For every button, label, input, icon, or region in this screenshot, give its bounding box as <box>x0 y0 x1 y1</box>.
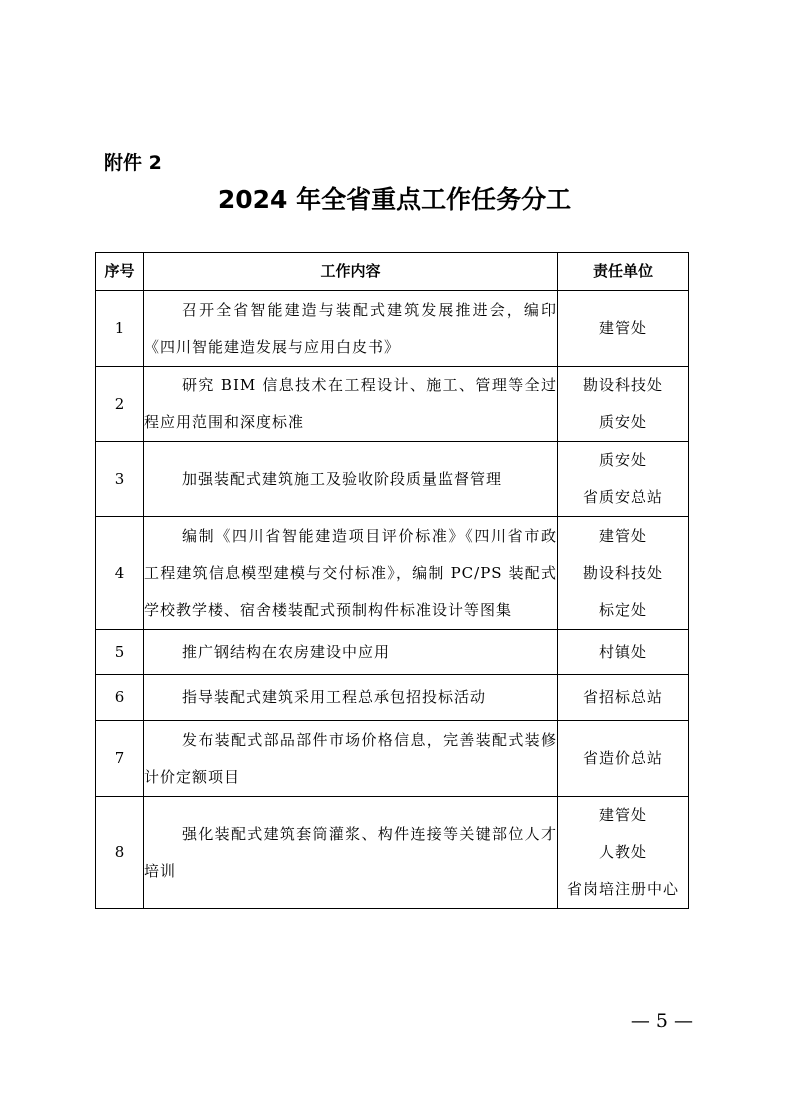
row-content-text: 推广钢结构在农房建设中应用 <box>182 642 391 661</box>
row-no: 4 <box>96 517 144 630</box>
table-row <box>96 517 689 630</box>
row-content <box>144 367 558 442</box>
row-content-text: 强化装配式建筑套筒灌浆、构件连接等关键部位人才培训 <box>144 824 557 880</box>
table-row <box>96 721 689 797</box>
unit-name: 质安处 <box>598 413 647 431</box>
row-content-text: 编制《四川省智能建造项目评价标准》《四川省市政工程建筑信息模型建模与交付标准》，编制 PC/PS 装配式学校教学楼、宿舍楼装配式预制构件标准设计等图集 <box>144 526 557 619</box>
unit-name: 村镇处 <box>598 642 647 661</box>
row-content-text: 召开全省智能建造与装配式建筑发展推进会，编印《四川智能建造发展与应用白皮书》 <box>144 300 557 356</box>
row-content <box>144 630 558 675</box>
row-content <box>144 291 558 367</box>
row-content <box>144 517 558 630</box>
unit-name: 人教处 <box>598 843 647 861</box>
row-units <box>558 291 689 367</box>
row-content-text: 加强装配式建筑施工及验收阶段质量监督管理 <box>182 469 503 488</box>
row-content-text: 发布装配式部品部件市场价格信息，完善装配式装修计价定额项目 <box>144 730 557 786</box>
unit-name: 省造价总站 <box>582 749 663 767</box>
attachment-label: 附件 2 <box>104 152 162 174</box>
header-unit: 责任单位 <box>558 253 689 291</box>
table-row <box>96 675 689 721</box>
row-units <box>558 797 689 909</box>
row-units <box>558 630 689 675</box>
row-content <box>144 675 558 721</box>
table-row <box>96 797 689 909</box>
unit-name: 建管处 <box>598 806 647 824</box>
row-content <box>144 442 558 517</box>
unit-name: 质安处 <box>598 451 647 469</box>
row-no: 7 <box>96 721 144 797</box>
unit-name: 建管处 <box>598 526 647 545</box>
table-header-row <box>96 253 689 291</box>
unit-name: 省质安总站 <box>582 488 663 506</box>
row-units <box>558 675 689 721</box>
table-row <box>96 367 689 442</box>
row-content <box>144 721 558 797</box>
row-no: 6 <box>96 675 144 721</box>
row-units <box>558 721 689 797</box>
unit-name: 勘设科技处 <box>582 376 663 394</box>
row-no: 5 <box>96 630 144 675</box>
row-no: 2 <box>96 367 144 442</box>
table-row <box>96 442 689 517</box>
table-row <box>96 630 689 675</box>
row-no: 3 <box>96 442 144 517</box>
row-units <box>558 517 689 630</box>
document-title: 2024 年全省重点工作任务分工 <box>217 185 572 214</box>
page-number: — 5 — <box>630 1010 693 1032</box>
unit-name: 建管处 <box>598 319 647 337</box>
header-content: 工作内容 <box>144 253 558 291</box>
row-units <box>558 442 689 517</box>
unit-name: 省招标总站 <box>582 688 663 706</box>
row-no: 1 <box>96 291 144 367</box>
row-content-text: 指导装配式建筑采用工程总承包招投标活动 <box>182 688 487 706</box>
unit-name: 勘设科技处 <box>582 563 663 582</box>
table-row <box>96 291 689 367</box>
row-units <box>558 367 689 442</box>
header-no: 序号 <box>96 253 144 291</box>
unit-name: 省岗培注册中心 <box>566 880 679 898</box>
task-table <box>95 252 689 909</box>
row-content <box>144 797 558 909</box>
row-content-text: 研究 BIM 信息技术在工程设计、施工、管理等全过程应用范围和深度标准 <box>144 376 557 431</box>
row-no: 8 <box>96 797 144 909</box>
unit-name: 标定处 <box>598 600 647 619</box>
